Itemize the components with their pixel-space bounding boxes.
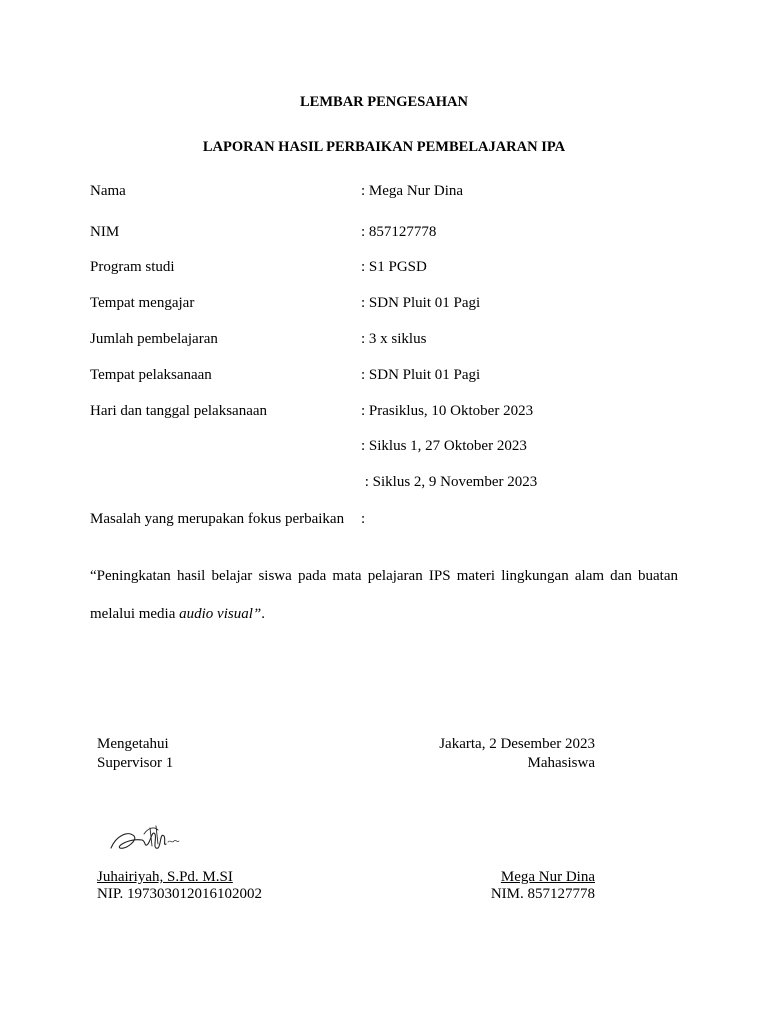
field-value-siklus-2: : Siklus 2, 9 November 2023 [361,474,538,490]
document-subtitle: LAPORAN HASIL PERBAIKAN PEMBELAJARAN IPA [202,139,566,155]
focus-statement-line-1: “Peningkatan hasil belajar siswa pada mata pelajaran IPS materi lingkungan alam dan buatan [90,568,678,584]
focus-statement-line-2 [90,606,265,623]
left-signatory-nip: NIP. 197303012016102002 [97,886,263,902]
field-value-nim: : 857127778 [361,224,437,240]
right-sign-line-2: Mahasiswa [527,755,595,771]
right-sign-place-date: Jakarta, 2 Desember 2023 [439,736,595,752]
field-label-nama: Nama [90,183,126,199]
field-value-siklus-1: : Siklus 1, 27 Oktober 2023 [361,438,527,454]
field-value-prasiklus: : Prasiklus, 10 Oktober 2023 [361,403,534,419]
focus-line-2-prefix: melalui media [90,606,180,622]
field-label-masalah: Masalah yang merupakan fokus perbaikan [90,511,345,527]
field-value-jumlah-pembelajaran: : 3 x siklus [361,331,427,347]
field-label-jumlah-pembelajaran: Jumlah pembelajaran [90,331,218,347]
field-value-tempat-mengajar: : SDN Pluit 01 Pagi [361,295,481,311]
field-label-tempat-mengajar: Tempat mengajar [90,295,195,311]
left-sign-line-1: Mengetahui [97,736,169,752]
document-title: LEMBAR PENGESAHAN [300,94,468,110]
right-signatory-nim: NIM. 857127778 [490,886,595,902]
handwritten-signature [108,822,188,856]
field-value-masalah: : [361,511,366,527]
focus-line-2-suffix: . [261,606,265,622]
left-sign-line-2: Supervisor 1 [97,755,174,771]
field-label-nim: NIM [90,224,120,240]
field-value-program-studi: : S1 PGSD [361,259,427,275]
field-value-nama: : Mega Nur Dina [361,183,464,199]
focus-line-2-italic: audio visual” [179,606,262,622]
field-label-program-studi: Program studi [90,259,175,275]
field-label-hari-tanggal: Hari dan tanggal pelaksanaan [90,403,268,419]
field-label-tempat-pelaksanaan: Tempat pelaksanaan [90,367,212,383]
right-signatory-name: Mega Nur Dina [500,869,595,885]
left-signatory-name: Juhairiyah, S.Pd. M.SI [97,869,233,885]
field-value-tempat-pelaksanaan: : SDN Pluit 01 Pagi [361,367,481,383]
